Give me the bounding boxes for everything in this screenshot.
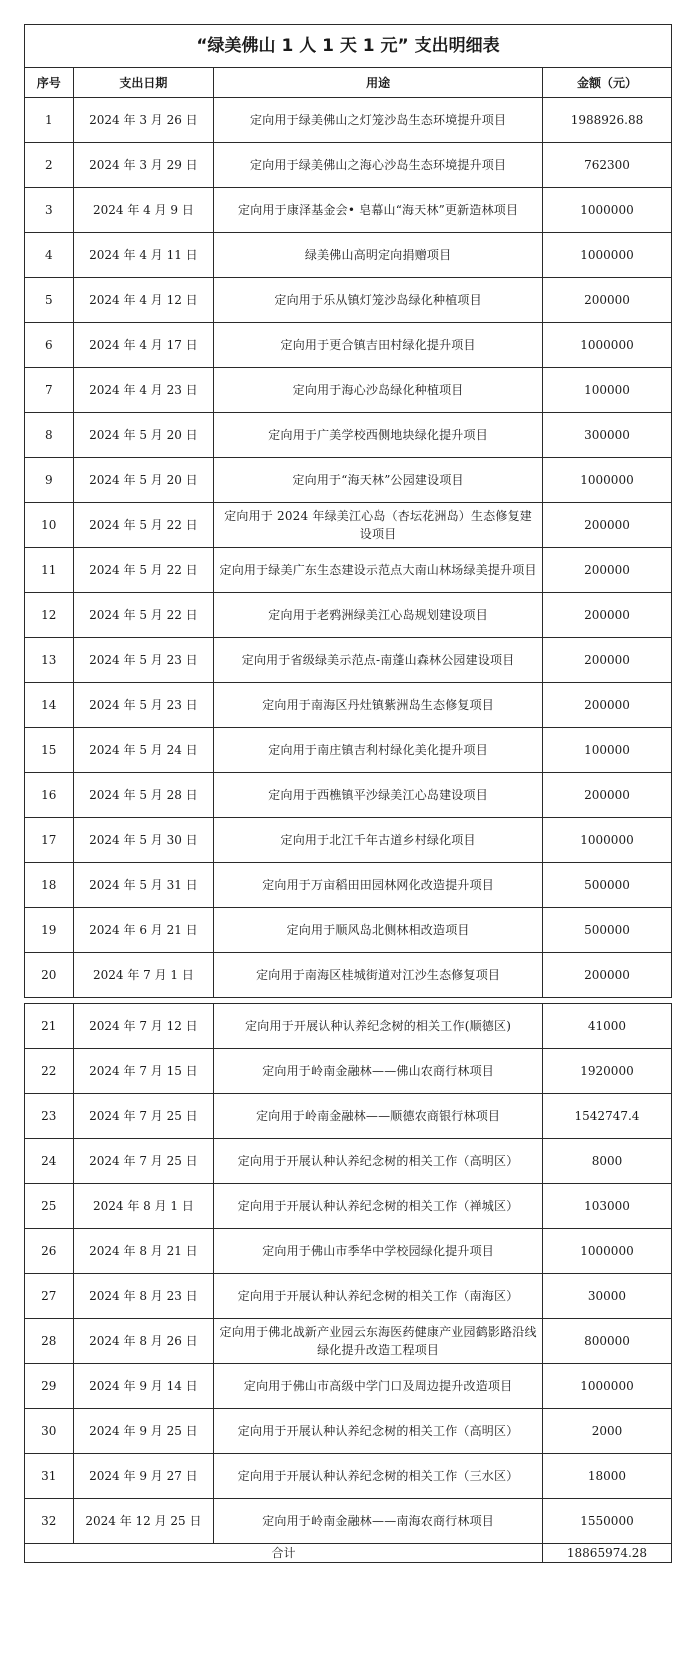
row-seq-cell: 4 — [25, 233, 74, 278]
row-amount-cell: 103000 — [542, 1184, 671, 1229]
table-row — [25, 863, 672, 908]
table-row — [25, 1094, 672, 1139]
row-amount-cell: 1550000 — [542, 1499, 671, 1544]
row-seq-cell: 10 — [25, 503, 74, 548]
row-seq-cell: 31 — [25, 1454, 74, 1499]
row-date-cell: 2024 年 4 月 23 日 — [73, 368, 214, 413]
table-row — [25, 1319, 672, 1364]
table-row — [25, 773, 672, 818]
table-row — [25, 323, 672, 368]
row-date-cell: 2024 年 9 月 14 日 — [73, 1364, 214, 1409]
table-row — [25, 1409, 672, 1454]
row-amount-cell: 1000000 — [542, 818, 671, 863]
table-row — [25, 1499, 672, 1544]
row-seq-cell: 17 — [25, 818, 74, 863]
row-seq-cell: 21 — [25, 1004, 74, 1049]
row-use-cell: 定向用于佛山市季华中学校园绿化提升项目 — [214, 1229, 543, 1274]
row-seq-cell: 27 — [25, 1274, 74, 1319]
row-amount-cell: 200000 — [542, 593, 671, 638]
row-seq-cell: 30 — [25, 1409, 74, 1454]
total-label: 合计 — [25, 1544, 543, 1563]
row-amount-cell: 300000 — [542, 413, 671, 458]
row-seq-cell: 6 — [25, 323, 74, 368]
row-seq-cell: 32 — [25, 1499, 74, 1544]
row-use-cell: 定向用于绿美佛山之海心沙岛生态环境提升项目 — [214, 143, 543, 188]
title-row — [25, 25, 672, 68]
table-row — [25, 908, 672, 953]
table-row — [25, 188, 672, 233]
row-date-cell: 2024 年 7 月 25 日 — [73, 1139, 214, 1184]
table-row — [25, 818, 672, 863]
table-row — [25, 1184, 672, 1229]
row-seq-cell: 1 — [25, 98, 74, 143]
table-row — [25, 368, 672, 413]
row-use-cell: 定向用于岭南金融林——南海农商行林项目 — [214, 1499, 543, 1544]
header-amount: 金额（元） — [542, 68, 671, 98]
row-use-cell: 定向用于海心沙岛绿化种植项目 — [214, 368, 543, 413]
row-date-cell: 2024 年 8 月 21 日 — [73, 1229, 214, 1274]
row-use-cell: 定向用于岭南金融林——顺德农商银行林项目 — [214, 1094, 543, 1139]
row-use-cell: 定向用于岭南金融林——佛山农商行林项目 — [214, 1049, 543, 1094]
row-date-cell: 2024 年 7 月 15 日 — [73, 1049, 214, 1094]
table-row — [25, 1229, 672, 1274]
row-date-cell: 2024 年 7 月 1 日 — [73, 953, 214, 998]
row-seq-cell: 5 — [25, 278, 74, 323]
table-row — [25, 728, 672, 773]
row-use-cell: 定向用于顺风岛北侧林相改造项目 — [214, 908, 543, 953]
row-date-cell: 2024 年 12 月 25 日 — [73, 1499, 214, 1544]
row-date-cell: 2024 年 4 月 11 日 — [73, 233, 214, 278]
row-use-cell: 定向用于南庄镇吉利村绿化美化提升项目 — [214, 728, 543, 773]
row-use-cell: 定向用于西樵镇平沙绿美江心岛建设项目 — [214, 773, 543, 818]
row-seq-cell: 26 — [25, 1229, 74, 1274]
table-row — [25, 638, 672, 683]
row-date-cell: 2024 年 5 月 23 日 — [73, 638, 214, 683]
header-date: 支出日期 — [73, 68, 214, 98]
row-amount-cell: 500000 — [542, 908, 671, 953]
row-date-cell: 2024 年 8 月 23 日 — [73, 1274, 214, 1319]
row-amount-cell: 1000000 — [542, 1229, 671, 1274]
row-date-cell: 2024 年 9 月 27 日 — [73, 1454, 214, 1499]
row-seq-cell: 3 — [25, 188, 74, 233]
row-seq-cell: 20 — [25, 953, 74, 998]
row-use-cell: 定向用于乐从镇灯笼沙岛绿化种植项目 — [214, 278, 543, 323]
row-date-cell: 2024 年 4 月 12 日 — [73, 278, 214, 323]
row-date-cell: 2024 年 7 月 12 日 — [73, 1004, 214, 1049]
row-use-cell: 定向用于绿美佛山之灯笼沙岛生态环境提升项目 — [214, 98, 543, 143]
row-use-cell: 定向用于老鸦洲绿美江心岛规划建设项目 — [214, 593, 543, 638]
row-seq-cell: 16 — [25, 773, 74, 818]
row-amount-cell: 1988926.88 — [542, 98, 671, 143]
row-date-cell: 2024 年 6 月 21 日 — [73, 908, 214, 953]
expenditure-table — [24, 24, 672, 1563]
row-seq-cell: 25 — [25, 1184, 74, 1229]
row-amount-cell: 18000 — [542, 1454, 671, 1499]
row-use-cell: 绿美佛山高明定向捐赠项目 — [214, 233, 543, 278]
row-amount-cell: 2000 — [542, 1409, 671, 1454]
row-use-cell: 定向用于北江千年古道乡村绿化项目 — [214, 818, 543, 863]
row-amount-cell: 41000 — [542, 1004, 671, 1049]
total-row — [25, 1544, 672, 1563]
row-use-cell: 定向用于“海天林”公园建设项目 — [214, 458, 543, 503]
row-use-cell: 定向用于广美学校西侧地块绿化提升项目 — [214, 413, 543, 458]
row-seq-cell: 22 — [25, 1049, 74, 1094]
row-date-cell: 2024 年 5 月 23 日 — [73, 683, 214, 728]
row-seq-cell: 28 — [25, 1319, 74, 1364]
row-amount-cell: 1000000 — [542, 188, 671, 233]
row-use-cell: 定向用于康泽基金会• 皂幕山“海天林”更新造林项目 — [214, 188, 543, 233]
row-date-cell: 2024 年 5 月 30 日 — [73, 818, 214, 863]
row-date-cell: 2024 年 5 月 22 日 — [73, 503, 214, 548]
row-amount-cell: 500000 — [542, 863, 671, 908]
table-row — [25, 1004, 672, 1049]
row-seq-cell: 14 — [25, 683, 74, 728]
row-use-cell: 定向用于更合镇吉田村绿化提升项目 — [214, 323, 543, 368]
row-date-cell: 2024 年 5 月 22 日 — [73, 593, 214, 638]
table-row — [25, 1139, 672, 1184]
row-use-cell: 定向用于开展认种认养纪念树的相关工作（高明区） — [214, 1409, 543, 1454]
row-amount-cell: 200000 — [542, 683, 671, 728]
row-seq-cell: 13 — [25, 638, 74, 683]
table-row — [25, 98, 672, 143]
table-row — [25, 503, 672, 548]
row-amount-cell: 1000000 — [542, 323, 671, 368]
table-row — [25, 278, 672, 323]
row-use-cell: 定向用于 2024 年绿美江心岛（杏坛花洲岛）生态修复建设项目 — [214, 503, 543, 548]
row-use-cell: 定向用于开展认种认养纪念树的相关工作（高明区） — [214, 1139, 543, 1184]
table-row — [25, 683, 672, 728]
row-date-cell: 2024 年 5 月 22 日 — [73, 548, 214, 593]
row-use-cell: 定向用于绿美广东生态建设示范点大南山林场绿美提升项目 — [214, 548, 543, 593]
total-amount: 18865974.28 — [542, 1544, 671, 1563]
row-use-cell: 定向用于南海区桂城街道对江沙生态修复项目 — [214, 953, 543, 998]
row-amount-cell: 200000 — [542, 773, 671, 818]
row-seq-cell: 9 — [25, 458, 74, 503]
table-row — [25, 413, 672, 458]
row-date-cell: 2024 年 5 月 24 日 — [73, 728, 214, 773]
row-date-cell: 2024 年 5 月 20 日 — [73, 413, 214, 458]
row-seq-cell: 11 — [25, 548, 74, 593]
row-date-cell: 2024 年 4 月 17 日 — [73, 323, 214, 368]
row-seq-cell: 12 — [25, 593, 74, 638]
row-amount-cell: 100000 — [542, 728, 671, 773]
row-seq-cell: 23 — [25, 1094, 74, 1139]
table-row — [25, 1049, 672, 1094]
row-use-cell: 定向用于开展认种认养纪念树的相关工作（三水区） — [214, 1454, 543, 1499]
row-seq-cell: 24 — [25, 1139, 74, 1184]
row-use-cell: 定向用于开展认种认养纪念树的相关工作（南海区） — [214, 1274, 543, 1319]
row-date-cell: 2024 年 5 月 31 日 — [73, 863, 214, 908]
header-seq: 序号 — [25, 68, 74, 98]
row-date-cell: 2024 年 4 月 9 日 — [73, 188, 214, 233]
row-seq-cell: 8 — [25, 413, 74, 458]
table-row — [25, 233, 672, 278]
row-amount-cell: 1000000 — [542, 1364, 671, 1409]
row-use-cell: 定向用于佛山市高级中学门口及周边提升改造项目 — [214, 1364, 543, 1409]
row-amount-cell: 200000 — [542, 278, 671, 323]
row-amount-cell: 30000 — [542, 1274, 671, 1319]
row-use-cell: 定向用于万亩稻田田园林网化改造提升项目 — [214, 863, 543, 908]
row-amount-cell: 1920000 — [542, 1049, 671, 1094]
row-date-cell: 2024 年 5 月 28 日 — [73, 773, 214, 818]
row-amount-cell: 1000000 — [542, 233, 671, 278]
row-amount-cell: 800000 — [542, 1319, 671, 1364]
row-date-cell: 2024 年 8 月 26 日 — [73, 1319, 214, 1364]
row-use-cell: 定向用于佛北战新产业园云东海医药健康产业园鹤影路沿线绿化提升改造工程项目 — [214, 1319, 543, 1364]
row-seq-cell: 15 — [25, 728, 74, 773]
table-row — [25, 143, 672, 188]
row-seq-cell: 7 — [25, 368, 74, 413]
row-use-cell: 定向用于开展认种认养纪念树的相关工作（禅城区） — [214, 1184, 543, 1229]
table-row — [25, 1454, 672, 1499]
table-row — [25, 458, 672, 503]
table-row — [25, 953, 672, 998]
table-row — [25, 1274, 672, 1319]
row-amount-cell: 200000 — [542, 953, 671, 998]
row-amount-cell: 100000 — [542, 368, 671, 413]
row-use-cell: 定向用于南海区丹灶镇紫洲岛生态修复项目 — [214, 683, 543, 728]
row-seq-cell: 29 — [25, 1364, 74, 1409]
expenditure-sheet — [24, 24, 672, 1563]
row-amount-cell: 1542747.4 — [542, 1094, 671, 1139]
row-date-cell: 2024 年 3 月 29 日 — [73, 143, 214, 188]
row-seq-cell: 19 — [25, 908, 74, 953]
row-seq-cell: 2 — [25, 143, 74, 188]
row-amount-cell: 762300 — [542, 143, 671, 188]
header-row — [25, 68, 672, 98]
row-date-cell: 2024 年 5 月 20 日 — [73, 458, 214, 503]
header-use: 用途 — [214, 68, 543, 98]
row-date-cell: 2024 年 9 月 25 日 — [73, 1409, 214, 1454]
table-title: “绿美佛山 1 人 1 天 1 元” 支出明细表 — [25, 25, 672, 68]
row-amount-cell: 200000 — [542, 503, 671, 548]
row-date-cell: 2024 年 7 月 25 日 — [73, 1094, 214, 1139]
row-amount-cell: 200000 — [542, 638, 671, 683]
row-seq-cell: 18 — [25, 863, 74, 908]
table-row — [25, 1364, 672, 1409]
row-amount-cell: 1000000 — [542, 458, 671, 503]
row-date-cell: 2024 年 3 月 26 日 — [73, 98, 214, 143]
table-row — [25, 593, 672, 638]
row-use-cell: 定向用于开展认种认养纪念树的相关工作(顺德区) — [214, 1004, 543, 1049]
row-amount-cell: 8000 — [542, 1139, 671, 1184]
row-date-cell: 2024 年 8 月 1 日 — [73, 1184, 214, 1229]
row-amount-cell: 200000 — [542, 548, 671, 593]
row-use-cell: 定向用于省级绿美示范点-南蓬山森林公园建设项目 — [214, 638, 543, 683]
table-row — [25, 548, 672, 593]
